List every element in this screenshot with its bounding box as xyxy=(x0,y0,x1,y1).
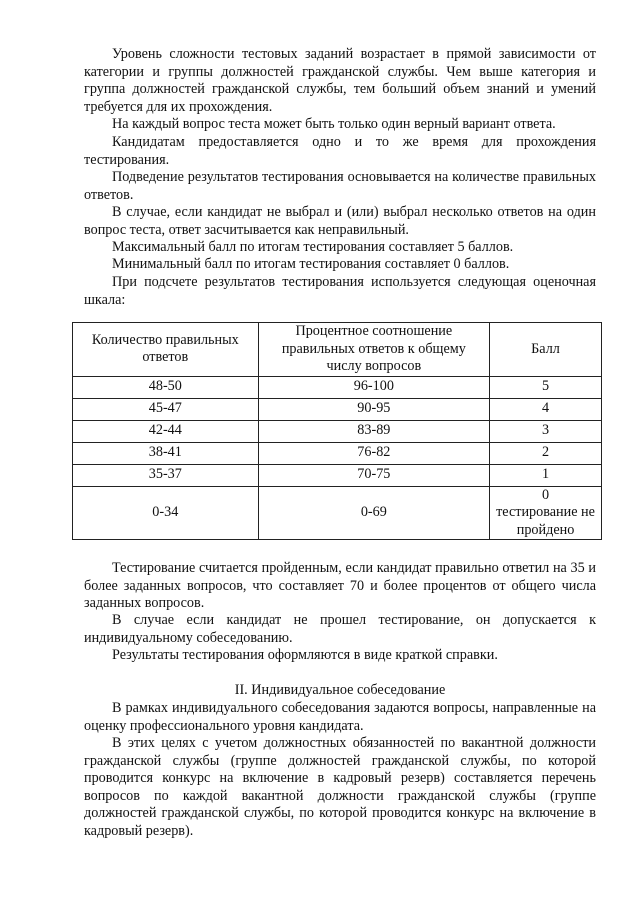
table-row xyxy=(73,442,602,464)
cell-score-value: 0 xyxy=(541,486,550,503)
cell-answers: 0-34 xyxy=(73,486,259,540)
cell-answers: 42-44 xyxy=(73,420,259,442)
scoring-table xyxy=(72,322,602,540)
section-title: II. Индивидуальное собеседование xyxy=(234,682,446,698)
cell-percent: 96-100 xyxy=(258,376,489,398)
paragraph-min-score: Минимальный балл по итогам тестирования составляет 0 баллов. xyxy=(112,256,510,272)
cell-percent: 70-75 xyxy=(258,464,489,486)
header-score: Балл xyxy=(490,323,602,377)
table-row-failed xyxy=(73,486,602,540)
cell-percent: 76-82 xyxy=(258,442,489,464)
paragraph-results-report: Результаты тестирования оформляются в виде краткой справки. xyxy=(112,647,498,663)
paragraph-results-basis: Подведение результатов тестирования основывается на количестве правильных ответов. xyxy=(84,169,596,203)
table-row xyxy=(73,376,602,398)
paragraph-max-score: Максимальный балл по итогам тестирования составляет 5 баллов. xyxy=(112,239,514,255)
paragraph-interview-questions: В рамках индивидуального собеседования задаются вопросы, направленные на оценку профессионального уровня кандидата. xyxy=(84,700,596,734)
header-correct-answers: Количество правильных ответов xyxy=(73,323,259,377)
cell-score: 3 xyxy=(490,420,602,442)
paragraph-difficulty: Уровень сложности тестовых заданий возрастает в прямой зависимости от категории и группы должностей гражданской службы. Чем выше категория и группа должностей гражданской службы, тем больший объем знаний и умений требуется для их прохождения. xyxy=(84,46,596,115)
paragraph-one-answer: На каждый вопрос теста может быть только один верный вариант ответа. xyxy=(112,116,556,132)
cell-answers: 35-37 xyxy=(73,464,259,486)
paragraph-multiple-answers: В случае, если кандидат не выбрал и (или) выбрал несколько ответов на один вопрос теста, ответ засчитывается как неправильный. xyxy=(84,204,596,238)
cell-score: 5 xyxy=(490,376,602,398)
cell-score: 4 xyxy=(490,398,602,420)
cell-score-note: тестирование не пройдено xyxy=(496,504,595,538)
paragraph-scale-intro: При подсчете результатов тестирования используется следующая оценочная шкала: xyxy=(84,274,596,308)
cell-percent: 83-89 xyxy=(258,420,489,442)
cell-answers: 38-41 xyxy=(73,442,259,464)
table-row xyxy=(73,398,602,420)
table-row xyxy=(73,464,602,486)
cell-score: 2 xyxy=(490,442,602,464)
paragraph-questions-list: В этих целях с учетом должностных обязанностей по вакантной должности гражданской службы (группе должностей гражданской службы, по которой проводится конкурс на включение в кадровый резерв) составляется перечень вопросов по каждой вакантной должности гражданской службы (группе должностей гражданской службы, по которой проводится конкурс на включение в кадровый резерв). xyxy=(84,735,596,839)
cell-answers: 48-50 xyxy=(73,376,259,398)
table-header-row xyxy=(73,323,602,377)
cell-score: 1 xyxy=(490,464,602,486)
cell-percent: 0-69 xyxy=(258,486,489,540)
table-row xyxy=(73,420,602,442)
paragraph-passed-condition: Тестирование считается пройденным, если кандидат правильно ответил на 35 и более заданных вопросов, что составляет 70 и более процентов от общего числа заданных вопросов. xyxy=(84,560,596,611)
paragraph-failed-admission: В случае если кандидат не прошел тестирование, он допускается к индивидуальному собеседованию. xyxy=(84,612,596,646)
header-percent-ratio: Процентное соотношение правильных ответов к общему числу вопросов xyxy=(258,323,489,377)
cell-percent: 90-95 xyxy=(258,398,489,420)
cell-answers: 45-47 xyxy=(73,398,259,420)
cell-score-failed xyxy=(490,486,602,540)
paragraph-same-time: Кандидатам предоставляется одно и то же время для прохождения тестирования. xyxy=(84,134,596,168)
